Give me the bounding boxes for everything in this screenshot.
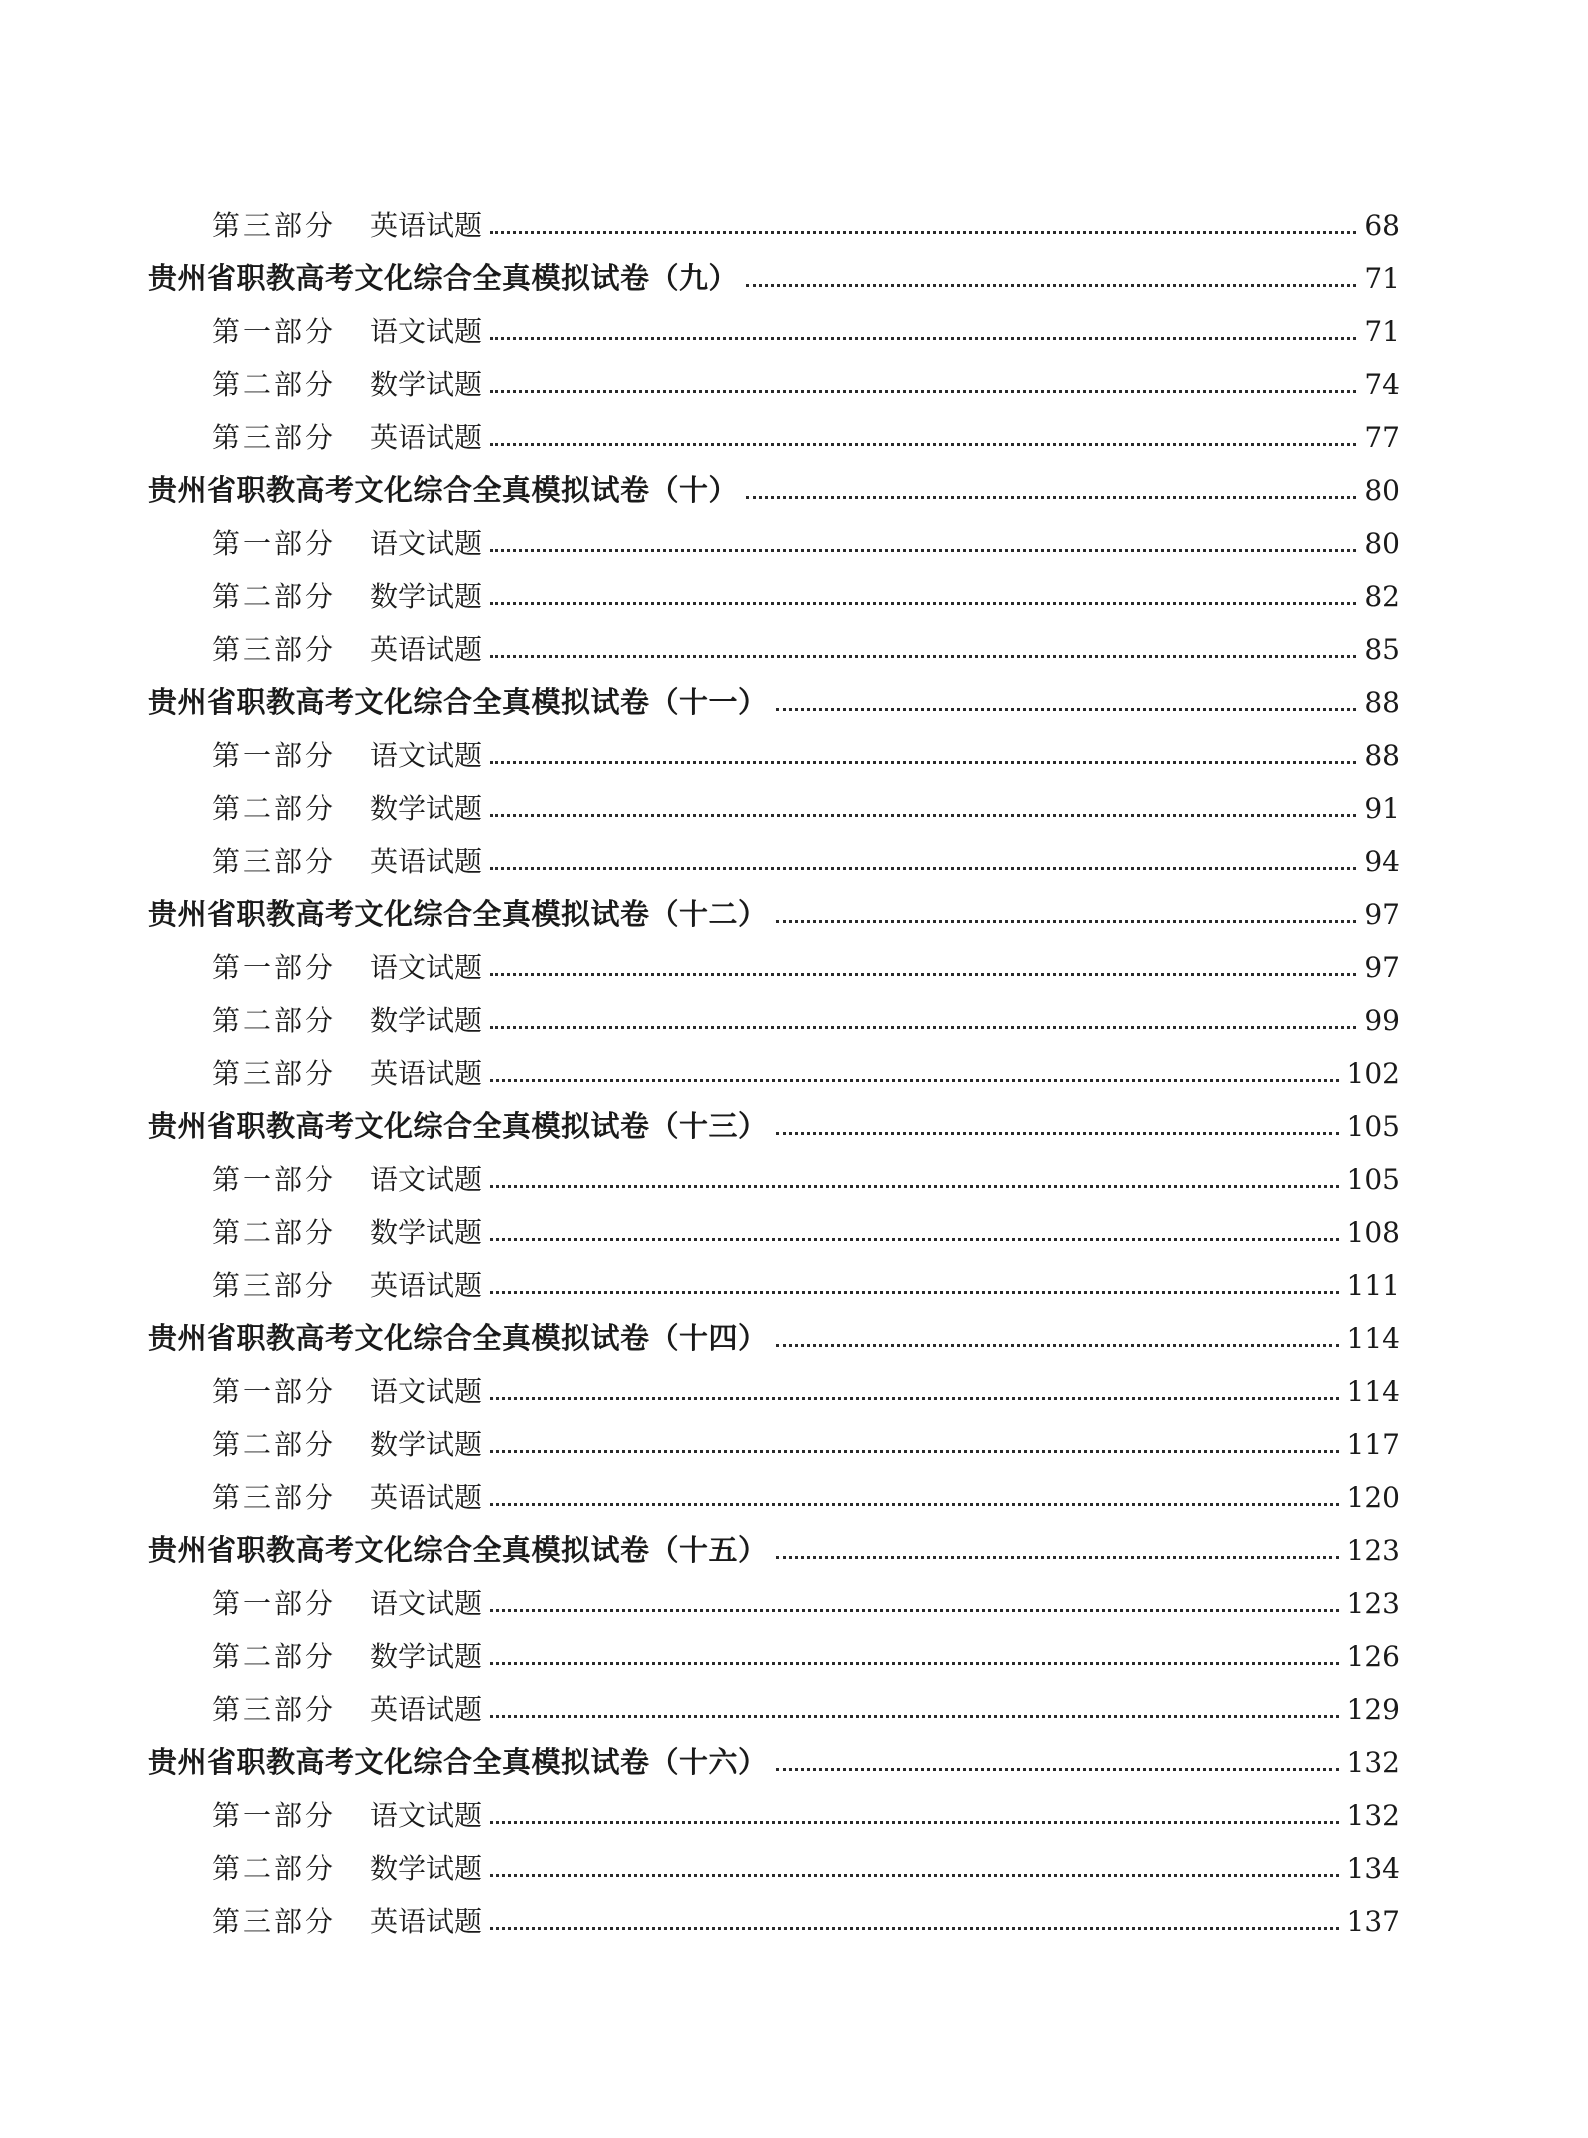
toc-entry-label <box>212 791 482 826</box>
toc-entry-part <box>148 1886 1400 1939</box>
part-number: 第一部分 <box>212 1375 337 1408</box>
exam-title: 贵州省职教高考文化综合全真模拟试卷（十二） <box>148 896 768 931</box>
dot-leader <box>776 920 1357 923</box>
page-number: 120 <box>1346 1481 1400 1514</box>
toc-entry-label <box>212 526 482 561</box>
exam-title: 贵州省职教高考文化综合全真模拟试卷（十三） <box>148 1108 768 1143</box>
toc-entry-part <box>148 614 1400 667</box>
toc-entry-exam <box>148 1515 1400 1568</box>
exam-title: 贵州省职教高考文化综合全真模拟试卷（十四） <box>148 1320 768 1355</box>
toc-entry-part <box>148 1144 1400 1197</box>
toc-entry-label <box>212 1056 482 1091</box>
toc-entry-part <box>148 1038 1400 1091</box>
part-number: 第三部分 <box>212 633 337 666</box>
toc-entry-part <box>148 296 1400 349</box>
page-number: 111 <box>1346 1269 1400 1302</box>
subject-name: 语文试题 <box>370 315 483 348</box>
page-number: 99 <box>1364 1004 1400 1037</box>
toc-entry-exam <box>148 1091 1400 1144</box>
part-number: 第三部分 <box>212 209 337 242</box>
toc-entry-label <box>212 367 482 402</box>
subject-name: 英语试题 <box>370 633 483 666</box>
exam-title: 贵州省职教高考文化综合全真模拟试卷（十一） <box>148 684 768 719</box>
dot-leader <box>490 1450 1339 1453</box>
dot-leader <box>776 1768 1339 1771</box>
part-number: 第三部分 <box>212 1269 337 1302</box>
exam-title: 贵州省职教高考文化综合全真模拟试卷（十六） <box>148 1744 768 1779</box>
dot-leader <box>490 1185 1339 1188</box>
page-number: 114 <box>1346 1322 1400 1355</box>
dot-leader <box>490 1397 1339 1400</box>
part-number: 第二部分 <box>212 1004 337 1037</box>
part-number: 第一部分 <box>212 1163 337 1196</box>
toc-entry-part <box>148 932 1400 985</box>
toc-entry-label <box>212 1798 482 1833</box>
toc-entry-label <box>212 420 482 455</box>
page-number: 94 <box>1364 845 1400 878</box>
page-number: 88 <box>1364 686 1400 719</box>
dot-leader <box>490 1715 1339 1718</box>
toc-entry-part <box>148 1462 1400 1515</box>
subject-name: 英语试题 <box>370 845 483 878</box>
dot-leader <box>490 814 1356 817</box>
subject-name: 数学试题 <box>370 1852 483 1885</box>
dot-leader <box>490 1609 1339 1612</box>
subject-name: 数学试题 <box>370 792 483 825</box>
subject-name: 语文试题 <box>370 527 483 560</box>
toc-entry-exam <box>148 667 1400 720</box>
dot-leader <box>490 1079 1339 1082</box>
dot-leader <box>776 1132 1339 1135</box>
part-number: 第二部分 <box>212 792 337 825</box>
page-number: 74 <box>1364 368 1400 401</box>
page-number: 68 <box>1364 209 1400 242</box>
dot-leader <box>490 1874 1339 1877</box>
toc-entry-part <box>148 1568 1400 1621</box>
toc-entry-part <box>148 508 1400 561</box>
part-number: 第一部分 <box>212 951 337 984</box>
toc-entry-part <box>148 561 1400 614</box>
toc-entry-label <box>212 1851 482 1886</box>
toc-entry-part <box>148 1356 1400 1409</box>
subject-name: 语文试题 <box>370 1587 483 1620</box>
dot-leader <box>490 231 1356 234</box>
part-number: 第一部分 <box>212 315 337 348</box>
toc-entry-exam <box>148 455 1400 508</box>
toc-entry-label <box>212 1268 482 1303</box>
page-number: 71 <box>1364 262 1400 295</box>
page-number: 114 <box>1346 1375 1400 1408</box>
subject-name: 语文试题 <box>370 1799 483 1832</box>
page-number: 108 <box>1346 1216 1400 1249</box>
toc-entry-label <box>212 738 482 773</box>
dot-leader <box>490 1238 1339 1241</box>
toc-entry-exam <box>148 879 1400 932</box>
dot-leader <box>490 1662 1339 1665</box>
page-number: 117 <box>1346 1428 1400 1461</box>
toc-entry-label <box>212 1162 482 1197</box>
table-of-contents <box>148 190 1400 1939</box>
part-number: 第二部分 <box>212 368 337 401</box>
dot-leader <box>746 496 1356 499</box>
subject-name: 语文试题 <box>370 739 483 772</box>
toc-entry-part <box>148 1250 1400 1303</box>
toc-entry-label <box>212 579 482 614</box>
toc-entry-label <box>212 1215 482 1250</box>
page-number: 132 <box>1346 1799 1400 1832</box>
toc-entry-label <box>212 1427 482 1462</box>
page-number: 97 <box>1364 898 1400 931</box>
page-number: 105 <box>1346 1110 1400 1143</box>
part-number: 第一部分 <box>212 1799 337 1832</box>
page-number: 129 <box>1346 1693 1400 1726</box>
subject-name: 语文试题 <box>370 1163 483 1196</box>
page-number: 85 <box>1364 633 1400 666</box>
toc-entry-label <box>212 1904 482 1939</box>
page-number: 126 <box>1346 1640 1400 1673</box>
toc-entry-label <box>212 1639 482 1674</box>
part-number: 第二部分 <box>212 1428 337 1461</box>
dot-leader <box>490 1503 1339 1506</box>
dot-leader <box>490 1026 1356 1029</box>
toc-entry-exam <box>148 243 1400 296</box>
subject-name: 数学试题 <box>370 1428 483 1461</box>
page-number: 137 <box>1346 1905 1400 1938</box>
dot-leader <box>776 1344 1339 1347</box>
subject-name: 数学试题 <box>370 1216 483 1249</box>
toc-entry-label <box>212 632 482 667</box>
toc-entry-part <box>148 190 1400 243</box>
toc-entry-part <box>148 1674 1400 1727</box>
page-number: 102 <box>1346 1057 1400 1090</box>
page-number: 88 <box>1364 739 1400 772</box>
dot-leader <box>490 655 1356 658</box>
subject-name: 数学试题 <box>370 368 483 401</box>
dot-leader <box>490 602 1356 605</box>
part-number: 第二部分 <box>212 1640 337 1673</box>
subject-name: 英语试题 <box>370 1481 483 1514</box>
toc-entry-label <box>212 1374 482 1409</box>
dot-leader <box>490 443 1356 446</box>
toc-entry-part <box>148 1833 1400 1886</box>
toc-entry-label <box>212 1692 482 1727</box>
toc-entry-label <box>212 844 482 879</box>
page-number: 134 <box>1346 1852 1400 1885</box>
subject-name: 英语试题 <box>370 1693 483 1726</box>
toc-entry-part <box>148 1780 1400 1833</box>
toc-entry-part <box>148 985 1400 1038</box>
dot-leader <box>490 549 1356 552</box>
dot-leader <box>490 390 1356 393</box>
dot-leader <box>490 867 1356 870</box>
part-number: 第三部分 <box>212 1693 337 1726</box>
subject-name: 数学试题 <box>370 1004 483 1037</box>
subject-name: 英语试题 <box>370 421 483 454</box>
toc-entry-part <box>148 1621 1400 1674</box>
dot-leader <box>490 1927 1339 1930</box>
page-number: 132 <box>1346 1746 1400 1779</box>
page-number: 105 <box>1346 1163 1400 1196</box>
part-number: 第二部分 <box>212 580 337 613</box>
subject-name: 语文试题 <box>370 951 483 984</box>
part-number: 第三部分 <box>212 1481 337 1514</box>
part-number: 第三部分 <box>212 845 337 878</box>
part-number: 第一部分 <box>212 739 337 772</box>
subject-name: 英语试题 <box>370 209 483 242</box>
exam-title: 贵州省职教高考文化综合全真模拟试卷（九） <box>148 260 739 295</box>
part-number: 第三部分 <box>212 1905 337 1938</box>
toc-entry-part <box>148 349 1400 402</box>
subject-name: 数学试题 <box>370 1640 483 1673</box>
part-number: 第二部分 <box>212 1216 337 1249</box>
dot-leader <box>490 337 1356 340</box>
page-number: 80 <box>1364 527 1400 560</box>
part-number: 第三部分 <box>212 421 337 454</box>
toc-entry-part <box>148 826 1400 879</box>
dot-leader <box>490 761 1356 764</box>
exam-title: 贵州省职教高考文化综合全真模拟试卷（十） <box>148 472 739 507</box>
exam-title: 贵州省职教高考文化综合全真模拟试卷（十五） <box>148 1532 768 1567</box>
toc-entry-label <box>212 1586 482 1621</box>
page-number: 80 <box>1364 474 1400 507</box>
subject-name: 英语试题 <box>370 1057 483 1090</box>
part-number: 第三部分 <box>212 1057 337 1090</box>
page-number: 91 <box>1364 792 1400 825</box>
toc-entry-part <box>148 1409 1400 1462</box>
subject-name: 数学试题 <box>370 580 483 613</box>
subject-name: 英语试题 <box>370 1905 483 1938</box>
dot-leader <box>776 1556 1339 1559</box>
page-number: 123 <box>1346 1534 1400 1567</box>
toc-entry-label <box>212 1003 482 1038</box>
toc-entry-exam <box>148 1303 1400 1356</box>
dot-leader <box>776 708 1357 711</box>
part-number: 第二部分 <box>212 1852 337 1885</box>
part-number: 第一部分 <box>212 1587 337 1620</box>
page-number: 97 <box>1364 951 1400 984</box>
toc-entry-exam <box>148 1727 1400 1780</box>
dot-leader <box>490 1821 1339 1824</box>
toc-entry-part <box>148 720 1400 773</box>
toc-entry-label <box>212 1480 482 1515</box>
toc-entry-part <box>148 1197 1400 1250</box>
subject-name: 英语试题 <box>370 1269 483 1302</box>
toc-entry-part <box>148 773 1400 826</box>
dot-leader <box>490 1291 1339 1294</box>
toc-entry-part <box>148 402 1400 455</box>
page-number: 77 <box>1364 421 1400 454</box>
toc-entry-label <box>212 314 482 349</box>
dot-leader <box>746 284 1356 287</box>
page-number: 123 <box>1346 1587 1400 1620</box>
toc-entry-label <box>212 208 482 243</box>
dot-leader <box>490 973 1356 976</box>
page-number: 82 <box>1364 580 1400 613</box>
page-number: 71 <box>1364 315 1400 348</box>
toc-entry-label <box>212 950 482 985</box>
subject-name: 语文试题 <box>370 1375 483 1408</box>
part-number: 第一部分 <box>212 527 337 560</box>
